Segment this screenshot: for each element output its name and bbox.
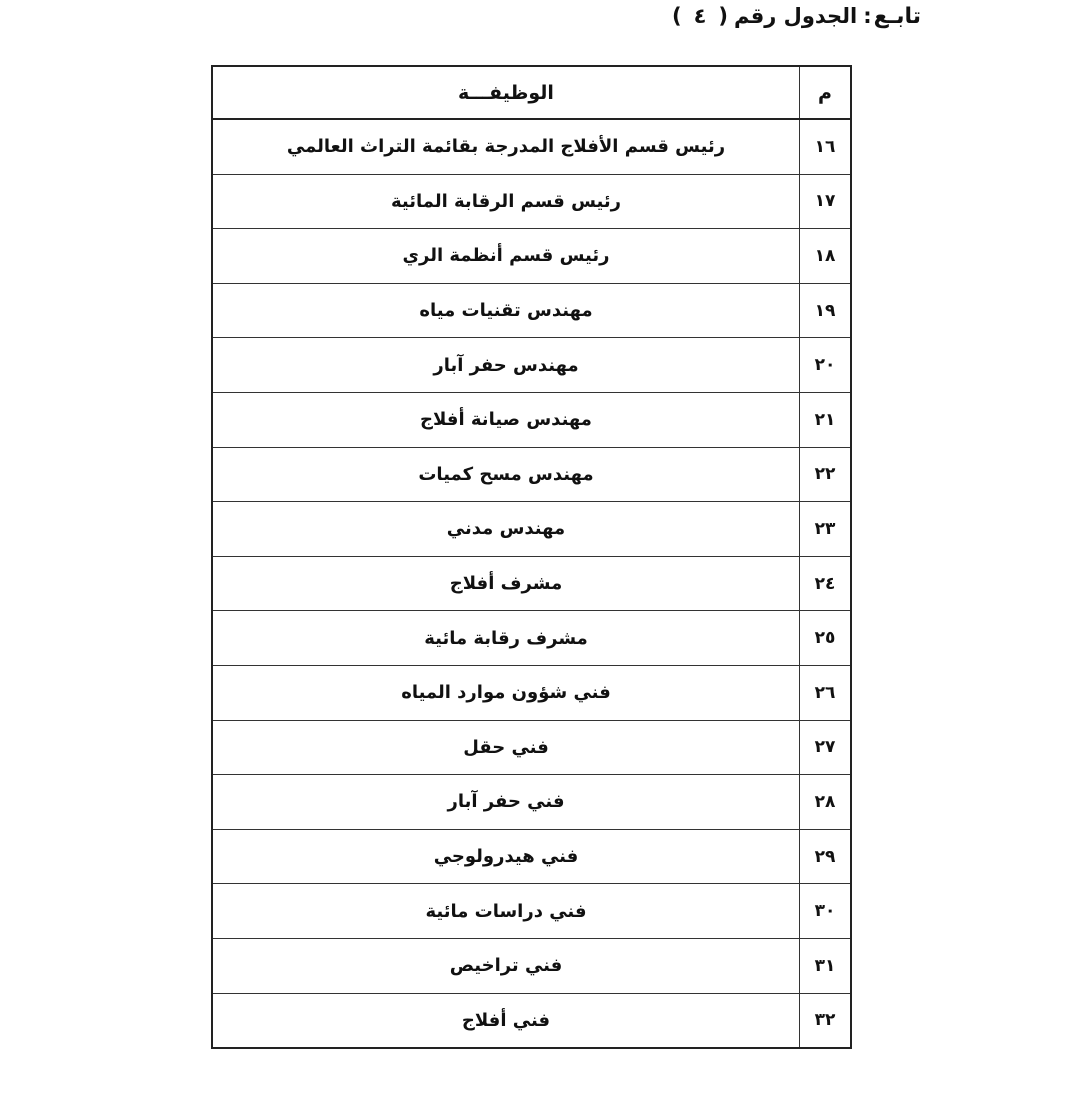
row-number: ٢٤ bbox=[800, 556, 852, 611]
table-row bbox=[212, 938, 851, 993]
row-number: ٢٩ bbox=[800, 829, 852, 884]
row-number: ٢٠ bbox=[800, 338, 852, 393]
row-number: ٣١ bbox=[800, 938, 852, 993]
job-title: رئيس قسم الأفلاج المدرجة بقائمة التراث العالمي bbox=[212, 119, 800, 174]
heading-lead: تابـع bbox=[873, 4, 921, 29]
header-job: الوظيفـــة bbox=[212, 66, 800, 119]
table-row bbox=[212, 174, 851, 229]
header-number: م bbox=[800, 66, 852, 119]
table-header-row bbox=[212, 66, 851, 119]
row-number: ٢٦ bbox=[800, 665, 852, 720]
job-title: فني دراسات مائية bbox=[212, 884, 800, 939]
table-row bbox=[212, 392, 851, 447]
job-title: مهندس تقنيات مياه bbox=[212, 283, 800, 338]
job-title: مهندس حفر آبار bbox=[212, 338, 800, 393]
row-number: ٢٥ bbox=[800, 611, 852, 666]
heading-separator: : bbox=[863, 4, 872, 28]
row-number: ٣٢ bbox=[800, 993, 852, 1048]
table-row bbox=[212, 829, 851, 884]
row-number: ٢١ bbox=[800, 392, 852, 447]
table-row bbox=[212, 720, 851, 775]
row-number: ٢٨ bbox=[800, 775, 852, 830]
row-number: ٣٠ bbox=[800, 884, 852, 939]
job-title: رئيس قسم أنظمة الري bbox=[212, 229, 800, 284]
row-number: ١٦ bbox=[800, 119, 852, 174]
table-row bbox=[212, 665, 851, 720]
table-body bbox=[212, 119, 851, 1048]
job-title: فني حقل bbox=[212, 720, 800, 775]
page-heading bbox=[666, 4, 921, 29]
table-row bbox=[212, 502, 851, 557]
table-row bbox=[212, 338, 851, 393]
job-title: مهندس مدني bbox=[212, 502, 800, 557]
row-number: ٢٣ bbox=[800, 502, 852, 557]
row-number: ١٨ bbox=[800, 229, 852, 284]
table-row bbox=[212, 283, 851, 338]
job-title: مهندس مسح كميات bbox=[212, 447, 800, 502]
table-row bbox=[212, 556, 851, 611]
table-row bbox=[212, 119, 851, 174]
job-title: مشرف رقابة مائية bbox=[212, 611, 800, 666]
table-row bbox=[212, 775, 851, 830]
job-title: فني تراخيص bbox=[212, 938, 800, 993]
row-number: ١٧ bbox=[800, 174, 852, 229]
row-number: ٢٢ bbox=[800, 447, 852, 502]
job-title: رئيس قسم الرقابة المائية bbox=[212, 174, 800, 229]
heading-text: الجدول رقم bbox=[734, 4, 858, 28]
jobs-table bbox=[211, 65, 852, 1049]
row-number: ٢٧ bbox=[800, 720, 852, 775]
table-row bbox=[212, 611, 851, 666]
job-title: فني هيدرولوجي bbox=[212, 829, 800, 884]
heading-open-paren: ( bbox=[718, 4, 728, 28]
job-title: فني حفر آبار bbox=[212, 775, 800, 830]
table-number: ٤ bbox=[693, 4, 707, 28]
job-title: فني شؤون موارد المياه bbox=[212, 665, 800, 720]
table-row bbox=[212, 229, 851, 284]
table-row bbox=[212, 447, 851, 502]
table-row bbox=[212, 884, 851, 939]
heading-close-paren: ) bbox=[671, 4, 682, 28]
row-number: ١٩ bbox=[800, 283, 852, 338]
job-title: مشرف أفلاج bbox=[212, 556, 800, 611]
job-title: فني أفلاج bbox=[212, 993, 800, 1048]
job-title: مهندس صيانة أفلاج bbox=[212, 392, 800, 447]
table-row bbox=[212, 993, 851, 1048]
